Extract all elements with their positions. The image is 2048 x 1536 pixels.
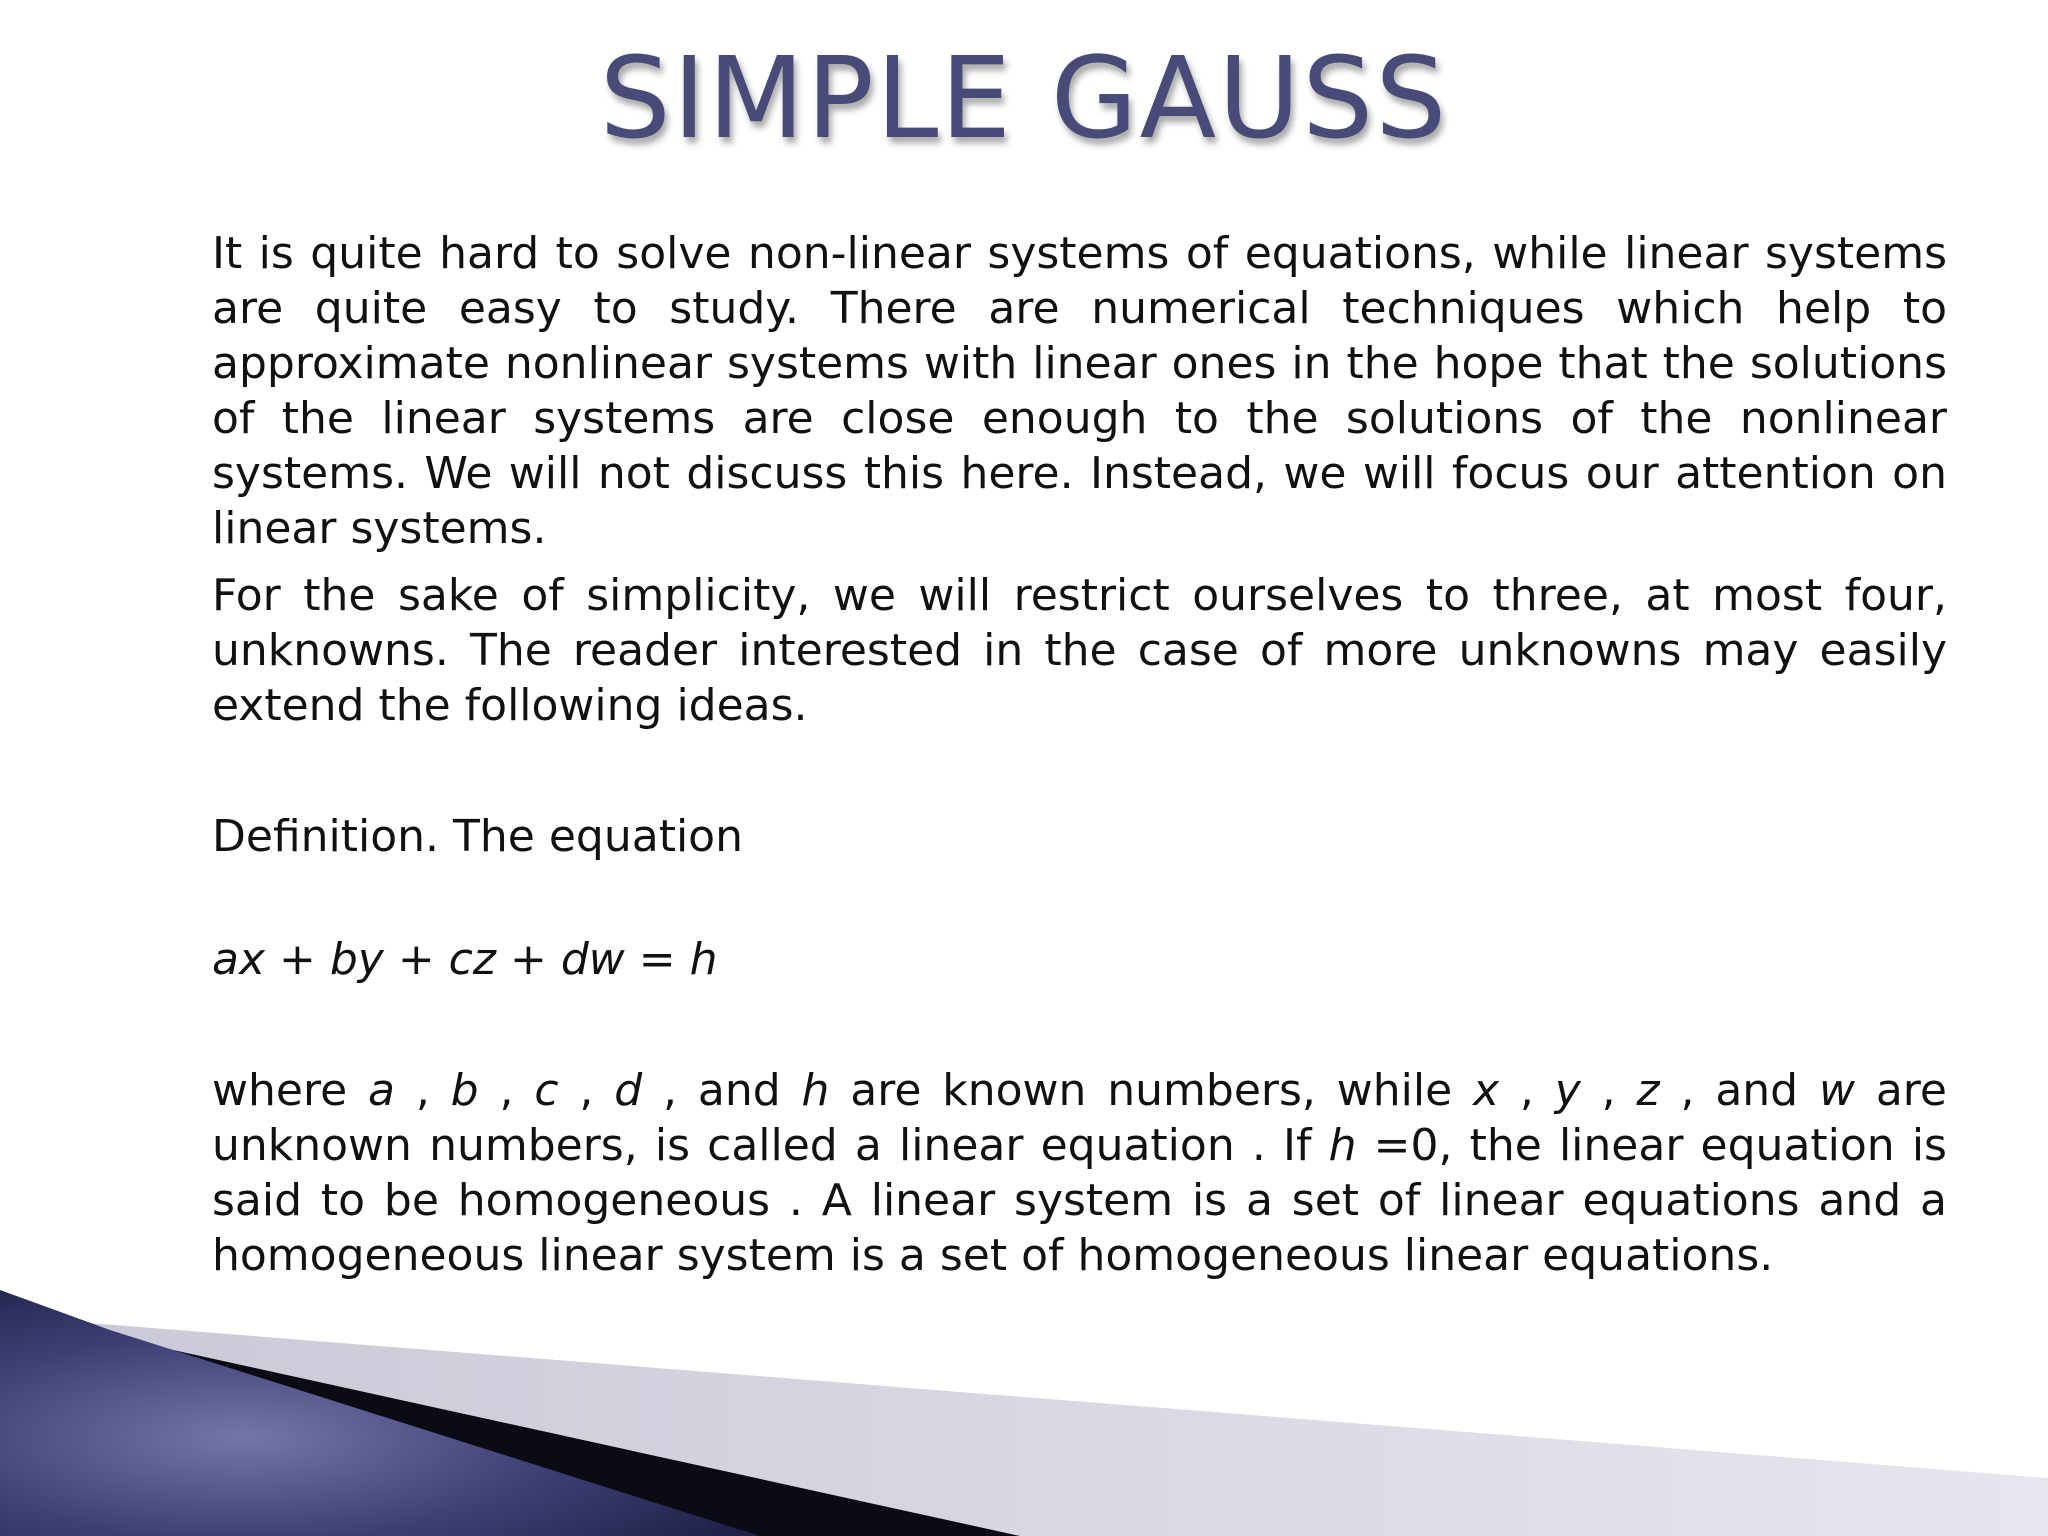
equation-term: by [329,934,384,985]
text-span: , [1580,1065,1637,1116]
slide-body [212,226,1947,1283]
variable: a [368,1065,395,1116]
text-span: , and [1659,1065,1819,1116]
variable: h [1328,1120,1357,1171]
paragraph-definition [212,1063,1947,1283]
equation-operator: + [495,934,561,985]
equation-term: dw [560,934,625,985]
equation-term: ax [212,934,266,985]
variable: x [1473,1065,1500,1116]
variable: b [450,1065,479,1116]
variable: c [534,1065,559,1116]
text-span: , and [642,1065,802,1116]
text-span: , [394,1065,451,1116]
text-span: are known numbers, while [829,1065,1474,1116]
equation-operator: + [265,934,330,985]
linear-equation [212,932,1947,987]
variable: y [1554,1065,1581,1116]
variable: h [801,1065,830,1116]
text-span: , [478,1065,535,1116]
definition-label: Definition. The equation [212,811,743,862]
paragraph-simplicity: For the sake of simplicity, we will restrict ourselves to three, at most four, unknowns. The reader interested in the case of more unknowns may easily extend the following ideas. [212,570,1947,731]
text-span: =0, the linear equation is said to be homogeneous . A linear system is a set of linear equations and a homogeneous linear system is a set of homogeneous linear equations. [212,1120,1947,1281]
variable: w [1818,1065,1855,1116]
slide-title: SIMPLE GAUSS [599,34,1449,164]
variable: z [1636,1065,1660,1116]
text-span: , [1499,1065,1555,1116]
equation-rhs: h [689,934,718,985]
equation-operator: = [624,934,690,985]
text-span: where [212,1065,368,1116]
variable: d [614,1065,643,1116]
text-span: are unknown numbers, is called a linear equation . If [212,1065,1947,1171]
equation-term: cz [448,934,496,985]
footer-wave-decoration [0,1290,2048,1536]
equation-operator: + [383,934,449,985]
text-span: , [558,1065,615,1116]
paragraph-intro: It is quite hard to solve non-linear systems of equations, while linear systems are quite easy to study. There are numerical techniques which help to approximate nonlinear systems with linear ones in the hope that the solutions of the linear systems are close enough to the solutions of the nonlinear systems. We will not discuss this here. Instead, we will focus our attention on linear systems. [212,228,1947,554]
